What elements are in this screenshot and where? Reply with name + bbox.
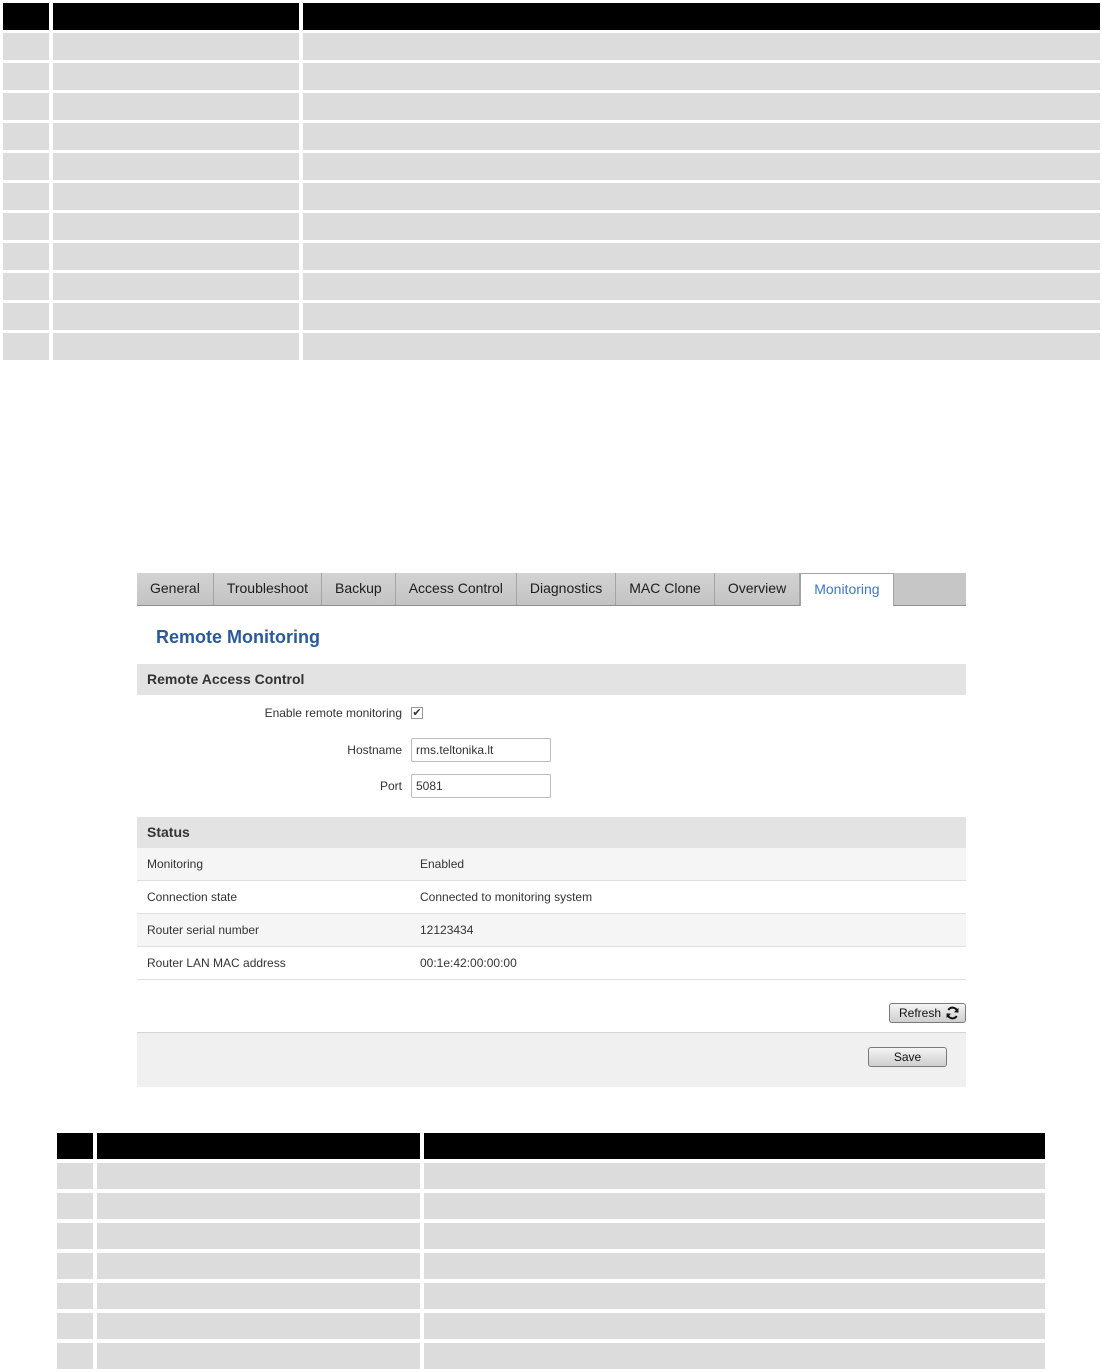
table-cell [97,1223,420,1249]
table-cell [303,33,1100,60]
table-cell [53,273,299,300]
enable-remote-monitoring-label: Enable remote monitoring [264,706,402,720]
table-header-cell [303,3,1100,30]
save-button[interactable]: Save [868,1047,947,1067]
table-header-row [3,3,1100,30]
table-cell [303,273,1100,300]
table-row [57,1253,1045,1279]
table-row [3,273,1100,300]
table-cell [3,243,49,270]
table-header-cell [53,3,299,30]
hostname-label: Hostname [347,743,402,757]
table-row [3,93,1100,120]
table-cell [57,1283,93,1309]
table-cell [303,63,1100,90]
table-cell [303,183,1100,210]
remote-access-section-title: Remote Access Control [137,664,966,695]
bottom-table [57,1133,1045,1372]
table-cell [97,1193,420,1219]
table-row [57,1313,1045,1339]
status-section-title: Status [137,817,966,848]
status-row-lan-mac [137,947,966,980]
tab-diagnostics[interactable]: Diagnostics [517,573,616,605]
hostname-row [137,738,966,762]
table-cell [3,93,49,120]
table-cell [57,1223,93,1249]
table-cell [3,123,49,150]
status-value: 12123434 [420,923,474,937]
table-row [3,153,1100,180]
table-cell [424,1343,1045,1369]
status-label: Router LAN MAC address [147,956,286,970]
table-cell [303,123,1100,150]
table-row [3,183,1100,210]
table-row [3,333,1100,360]
tab-general[interactable]: General [137,573,214,605]
refresh-icon [945,1006,960,1020]
status-value: 00:1e:42:00:00:00 [420,956,517,970]
port-row [137,774,966,798]
table-cell [53,63,299,90]
table-cell [3,153,49,180]
tab-backup[interactable]: Backup [322,573,396,605]
table-cell [53,213,299,240]
table-row [57,1343,1045,1369]
table-cell [97,1343,420,1369]
table-cell [57,1313,93,1339]
table-cell [97,1253,420,1279]
form-footer [137,1032,966,1087]
table-header-cell [97,1133,420,1159]
table-cell [424,1163,1045,1189]
table-cell [97,1283,420,1309]
tab-overview[interactable]: Overview [715,573,800,605]
table-row [57,1283,1045,1309]
status-row-monitoring [137,848,966,881]
status-value: Enabled [420,857,465,871]
table-cell [303,153,1100,180]
table-row [57,1193,1045,1219]
table-cell [424,1283,1045,1309]
table-cell [3,213,49,240]
port-label: Port [379,779,402,793]
tab-access-control[interactable]: Access Control [396,573,517,605]
status-row-serial-number [137,914,966,947]
status-row-connection-state [137,881,966,914]
table-cell [424,1193,1045,1219]
table-cell [303,333,1100,360]
table-row [3,33,1100,60]
table-cell [53,333,299,360]
refresh-button-label: Refresh [899,1006,942,1020]
table-cell [303,303,1100,330]
hostname-input[interactable] [411,738,551,762]
status-label: Router serial number [147,923,260,937]
table-cell [3,183,49,210]
table-cell [3,63,49,90]
table-cell [97,1163,420,1189]
table-row [3,243,1100,270]
table-cell [53,33,299,60]
refresh-button[interactable] [889,1003,966,1023]
table-cell [303,93,1100,120]
table-cell [53,153,299,180]
table-cell [424,1253,1045,1279]
table-cell [3,273,49,300]
table-cell [424,1313,1045,1339]
table-cell [303,213,1100,240]
port-input[interactable] [411,774,551,798]
table-cell [303,243,1100,270]
table-cell [3,303,49,330]
page-title: Remote Monitoring [156,627,320,647]
table-row [3,213,1100,240]
table-header-cell [424,1133,1045,1159]
table-row [57,1223,1045,1249]
table-cell [97,1313,420,1339]
tab-bar [137,573,966,606]
table-header-cell [57,1133,93,1159]
table-cell [57,1193,93,1219]
status-value: Connected to monitoring system [420,890,593,904]
table-header-cell [3,3,49,30]
table-cell [424,1223,1045,1249]
checkmark-icon: ✔ [412,707,422,719]
enable-remote-monitoring-row [137,701,966,725]
table-row [3,123,1100,150]
table-cell [3,333,49,360]
table-header-row [57,1133,1045,1159]
table-cell [57,1163,93,1189]
table-cell [53,243,299,270]
tab-monitoring[interactable]: Monitoring [800,573,893,606]
top-table [3,3,1100,358]
table-row [3,303,1100,330]
table-row [3,63,1100,90]
router-settings-panel [137,573,966,1087]
table-cell [53,123,299,150]
status-label: Monitoring [147,857,204,871]
table-cell [57,1253,93,1279]
table-cell [57,1343,93,1369]
table-cell [3,33,49,60]
status-label: Connection state [147,890,238,904]
table-cell [53,93,299,120]
enable-remote-monitoring-checkbox[interactable] [411,707,423,719]
tab-troubleshoot[interactable]: Troubleshoot [214,573,322,605]
tab-mac-clone[interactable]: MAC Clone [616,573,715,605]
table-cell [53,303,299,330]
table-cell [53,183,299,210]
table-row [57,1163,1045,1189]
